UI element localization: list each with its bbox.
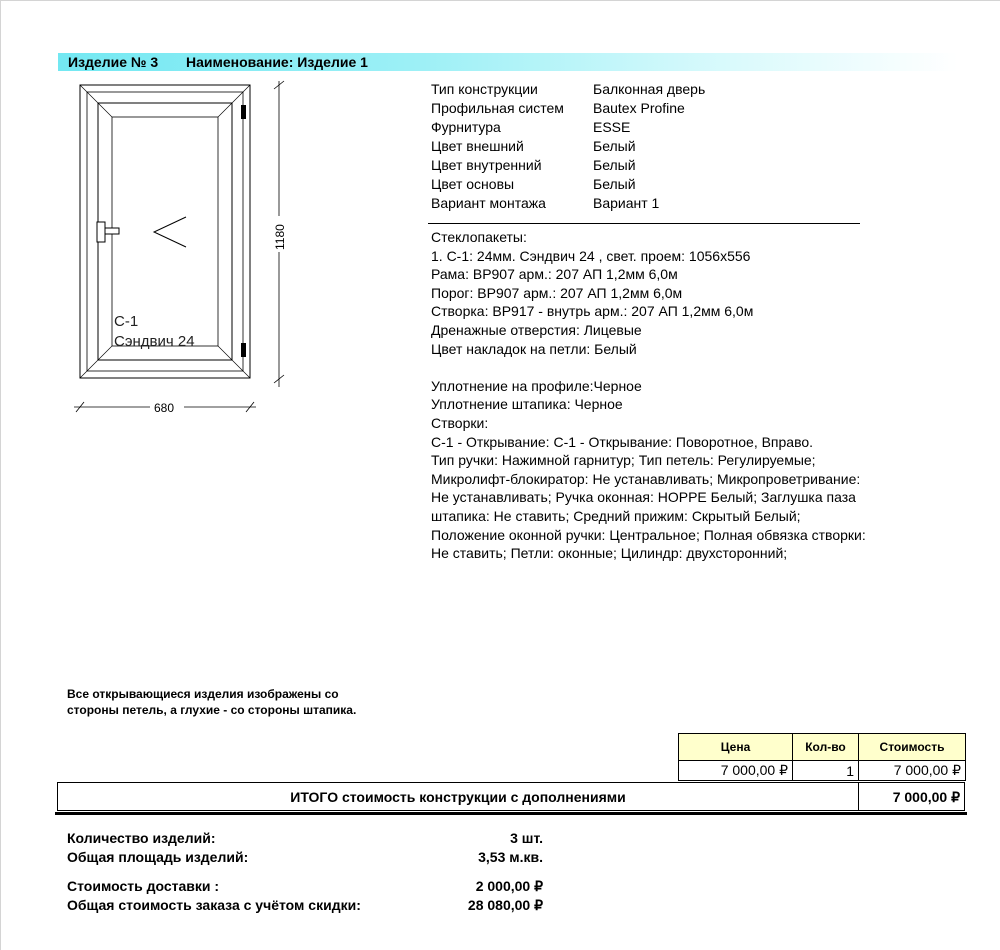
price-table-row (679, 761, 966, 781)
detail-line: Не устанавливать; Ручка оконная: HOPPE Белый; Заглушка паза (431, 489, 856, 506)
count-label: Количество изделий: (67, 830, 216, 846)
spec-row (431, 175, 705, 194)
delivery-value: 2 000,00 ₽ (475, 878, 543, 894)
spec-label: Профильная систем (431, 100, 564, 116)
area-value: 3,53 м.кв. (478, 849, 543, 865)
order-total-value: 28 080,00 ₽ (467, 897, 543, 913)
detail-line (431, 358, 961, 377)
detail-line: Тип ручки: Нажимной гарнитур; Тип петель: Регулируемые; (431, 452, 816, 469)
spec-row (431, 194, 705, 213)
detail-line: Дренажные отверстия: Лицевые (431, 321, 642, 338)
spec-value: ESSE (593, 119, 631, 135)
note-line: Все открывающиеся изделия изображены со (67, 687, 339, 701)
page-border-top (0, 0, 1000, 1)
price-table-header (679, 734, 966, 761)
detail-line: С-1 - Открывание: С-1 - Открывание: Поворотное, Вправо. (431, 433, 814, 450)
spec-label: Тип конструкции (431, 81, 538, 97)
opening-direction-icon (154, 217, 186, 247)
spec-label: Цвет внутренний (431, 157, 542, 173)
hinge-bottom-icon (241, 343, 246, 357)
order-total-label: Общая стоимость заказа с учётом скидки: (67, 897, 361, 913)
detail-line: Положение оконной ручки: Центральное; Полная обвязка створки: (431, 526, 866, 543)
door-drawing (70, 75, 300, 425)
spec-label: Фурнитура (431, 119, 501, 135)
detail-line: Не ставить; Петли: оконные; Цилиндр: двухсторонний; (431, 545, 788, 562)
spec-value: Балконная дверь (593, 81, 706, 97)
detail-line: Створка: BP917 - внутрь арм.: 207 АП 1,2мм 6,0м (431, 303, 754, 320)
detail-line: 1. С-1: 24мм. Сэндвич 24 , свет. проем: 1056x556 (431, 247, 751, 264)
detail-line: Уплотнение штапика: Черное (431, 396, 623, 413)
detail-line: штапика: Не ставить; Средний прижим: Скрытый Белый; (431, 507, 801, 524)
total-row (57, 782, 965, 811)
handle-icon (97, 222, 119, 242)
header-qty: Кол-во (793, 734, 859, 761)
total-underline (55, 812, 967, 815)
detail-line: Уплотнение на профиле:Черное (431, 377, 642, 394)
drawing-note (67, 686, 356, 718)
hinge-top-icon (241, 105, 246, 119)
cell-sum: 7 000,00 ₽ (859, 761, 966, 781)
spec-value: Белый (593, 157, 636, 173)
header-price: Цена (679, 734, 793, 761)
cell-price: 7 000,00 ₽ (679, 761, 793, 781)
spec-row (431, 118, 705, 137)
spec-row (431, 137, 705, 156)
spec-row (431, 80, 705, 99)
total-label: ИТОГО стоимость конструкции с дополнениями (290, 789, 626, 805)
item-name: Наименование: Изделие 1 (186, 54, 368, 70)
spec-value: Вариант 1 (593, 195, 660, 211)
header-sum: Стоимость (859, 734, 966, 761)
glass-label: Сэндвич 24 (114, 333, 195, 350)
area-label: Общая площадь изделий: (67, 849, 249, 865)
spec-label: Вариант монтажа (431, 195, 546, 211)
page-border-left (0, 0, 1, 950)
sash-code: С-1 (114, 313, 139, 330)
spec-value: Bautex Profine (593, 100, 685, 116)
price-table (678, 733, 966, 781)
total-value: 7 000,00 ₽ (892, 789, 960, 805)
door-glass (112, 117, 218, 346)
detail-line: Створки: (431, 414, 489, 431)
detail-line: Рама: BP907 арм.: 207 АП 1,2мм 6,0м (431, 266, 678, 283)
spec-value: Белый (593, 176, 636, 192)
width-dimension: 680 (154, 401, 175, 415)
detail-line: Стеклопакеты: (431, 229, 527, 245)
cell-qty: 1 (793, 761, 859, 781)
delivery-label: Стоимость доставки : (67, 878, 220, 894)
item-header-bar (58, 53, 958, 71)
total-separator (858, 783, 859, 810)
details-text (431, 228, 961, 563)
note-line: стороны петель, а глухие - со стороны штапика. (67, 703, 357, 717)
spec-value: Белый (593, 138, 636, 154)
height-dimension: 1180 (273, 224, 287, 250)
detail-line: Цвет накладок на петли: Белый (431, 340, 637, 357)
spec-row (431, 156, 705, 175)
spec-divider (428, 223, 860, 224)
detail-line: Порог: BP907 арм.: 207 АП 1,2мм 6,0м (431, 284, 683, 301)
spec-label: Цвет внешний (431, 138, 524, 154)
detail-line: Микролифт-блокиратор: Не устанавливать; Микропроветривание: (431, 470, 861, 487)
spec-label: Цвет основы (431, 176, 515, 192)
item-number: Изделие № 3 (68, 54, 159, 70)
spec-row (431, 99, 705, 118)
count-value: 3 шт. (510, 830, 543, 846)
spec-list (431, 80, 705, 213)
